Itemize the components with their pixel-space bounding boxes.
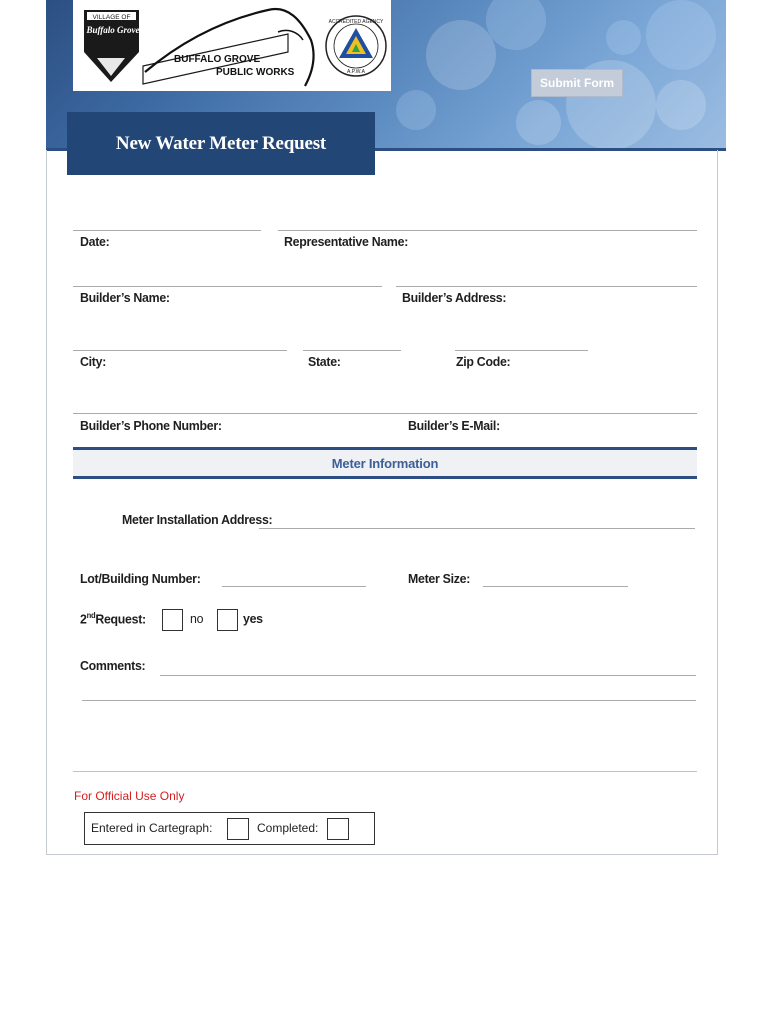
date-label: Date: <box>80 234 110 249</box>
state-field[interactable] <box>303 350 401 351</box>
completed-checkbox[interactable] <box>327 818 349 840</box>
submit-form-button[interactable]: Submit Form <box>531 69 623 97</box>
second-request-no-checkbox[interactable] <box>162 609 183 631</box>
builder-address-label: Builder’s Address: <box>402 290 507 305</box>
comments-field-line1[interactable] <box>160 675 696 676</box>
city-field[interactable] <box>73 350 287 351</box>
zip-code-label: Zip Code: <box>456 354 511 369</box>
builder-phone-email-field[interactable] <box>73 413 697 414</box>
logo-seal-text: ACCREDITED AGENCY <box>328 19 384 25</box>
builder-name-label: Builder’s Name: <box>80 290 170 305</box>
cartegraph-label: Entered in Cartegraph: <box>91 821 213 835</box>
comments-field-line2[interactable] <box>82 700 696 701</box>
city-label: City: <box>80 354 107 369</box>
official-use-heading: For Official Use Only <box>74 789 185 803</box>
meter-installation-address-label: Meter Installation Address: <box>122 512 273 527</box>
meter-information-header <box>73 447 697 479</box>
yes-label: yes <box>243 611 263 626</box>
no-label: no <box>190 611 204 626</box>
logo-dept-line1: BUFFALO GROVE <box>174 54 261 65</box>
builder-phone-label: Builder’s Phone Number: <box>80 418 222 433</box>
form-frame <box>46 150 718 855</box>
second-request-yes-checkbox[interactable] <box>217 609 238 631</box>
logo-seal-abbr: A.P.W.A <box>347 69 365 75</box>
buffalo-grove-logo <box>73 0 391 91</box>
form-title: New Water Meter Request <box>67 112 375 175</box>
cartegraph-checkbox[interactable] <box>227 818 249 840</box>
builder-email-label: Builder’s E-Mail: <box>408 418 500 433</box>
logo-dept-line2: PUBLIC WORKS <box>216 67 295 78</box>
logo-village-name: Buffalo Grove <box>86 25 140 35</box>
meter-size-label: Meter Size: <box>408 571 471 586</box>
completed-label: Completed: <box>257 821 319 835</box>
state-label: State: <box>308 354 341 369</box>
meter-size-field[interactable] <box>483 586 628 587</box>
representative-name-label: Representative Name: <box>284 234 409 249</box>
representative-name-field[interactable] <box>278 230 697 231</box>
meter-information-title: Meter Information <box>331 455 439 471</box>
official-divider <box>73 771 697 772</box>
comments-label: Comments: <box>80 658 146 673</box>
builder-address-field[interactable] <box>396 286 697 287</box>
zip-code-field[interactable] <box>455 350 588 351</box>
meter-installation-address-field[interactable] <box>259 528 695 529</box>
second-request-label: 2ndRequest: <box>80 611 146 627</box>
logo-area <box>73 0 391 91</box>
builder-name-field[interactable] <box>73 286 382 287</box>
lot-building-number-label: Lot/Building Number: <box>80 571 201 586</box>
date-field[interactable] <box>73 230 261 231</box>
logo-village-top: VILLAGE OF <box>92 14 131 21</box>
lot-building-number-field[interactable] <box>222 586 366 587</box>
